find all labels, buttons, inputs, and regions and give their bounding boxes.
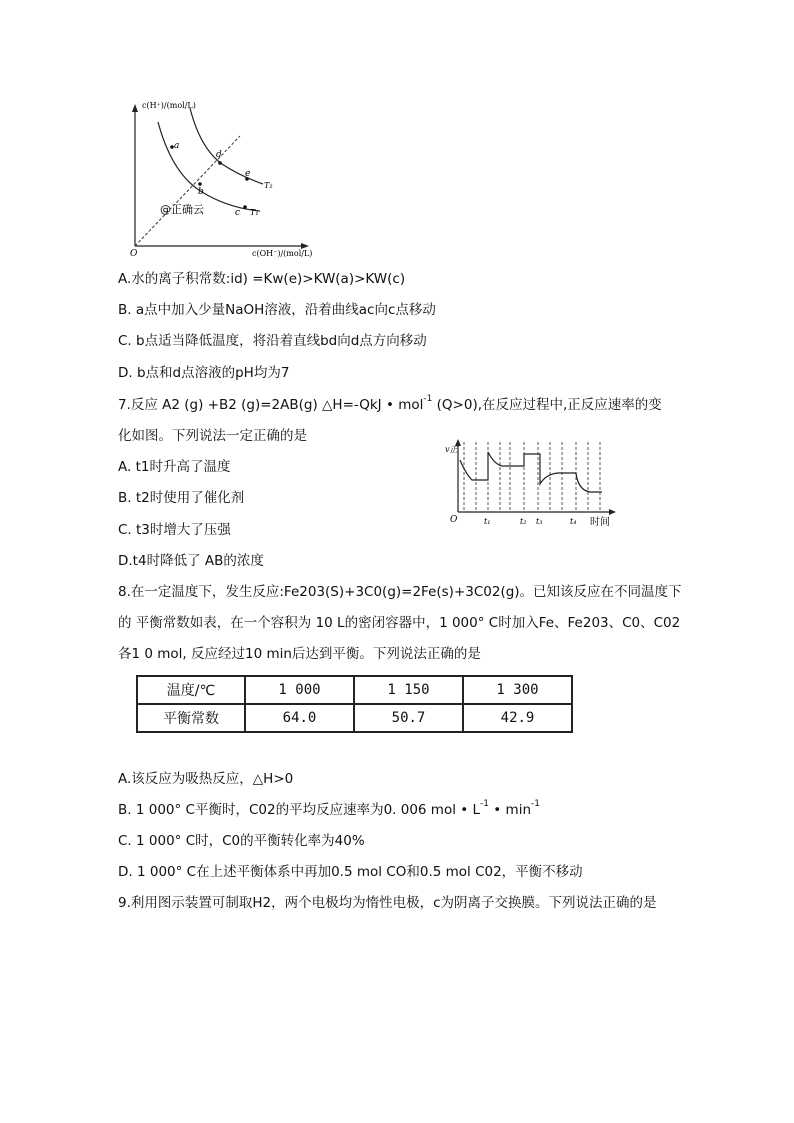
table-row [137, 704, 572, 732]
q7-stem-line-1 [118, 396, 662, 414]
q7-option-b: B. t2时使用了催化剂 [118, 490, 245, 506]
point-c [243, 205, 247, 209]
table-row [137, 676, 572, 704]
q8-option-b-sup-2: -1 [531, 799, 541, 809]
q8-option-d: D. 1 000° C在上述平衡体系中再加0.5 mol CO和0.5 mol C02，平衡不移动 [118, 864, 583, 880]
origin-label: O [450, 515, 458, 525]
point-label-e: e [245, 169, 251, 179]
q7-stem-text-b: (Q>0),在反应过程中,正反应速率的变 [432, 397, 662, 413]
q7-stem-sup: -1 [423, 394, 433, 404]
point-label-a: a [174, 141, 180, 151]
water-ion-product-figure [120, 96, 320, 261]
table-cell: 42.9 [463, 704, 572, 732]
origin-label: O [130, 249, 138, 259]
q8-stem-line-3: 各1 0 mol, 反应经过10 min后达到平衡。下列说法正确的是 [118, 646, 481, 662]
diagonal-line [135, 136, 240, 246]
q6-option-c: C. b点适当降低温度，将沿着直线bd向d点方向移动 [118, 333, 427, 349]
q6-option-d: D. b点和d点溶液的pH均为7 [118, 365, 290, 381]
point-b [198, 182, 202, 186]
tick-t3: t₃ [536, 517, 543, 526]
curve-t2 [190, 108, 263, 184]
q7-stem-line-2: 化如图。下列说法一定正确的是 [118, 428, 307, 444]
q8-option-b-sup-1: -1 [480, 799, 490, 809]
q7-stem-text-a: 7.反应 A2 (g) +B2 (g)=2AB(g) △H=-QkJ • mol [118, 397, 424, 413]
y-axis-arrow [132, 104, 138, 112]
equilibrium-constant-table [136, 675, 573, 733]
q8-option-b-text-b: • min [489, 802, 532, 818]
q7-option-d: D.t4时降低了 AB的浓度 [118, 553, 264, 569]
q8-option-b [118, 801, 540, 819]
point-d [218, 161, 222, 165]
rate-curve [460, 452, 602, 492]
watermark: @正确云 [160, 203, 204, 216]
curve-t1 [158, 122, 260, 211]
curve-label-t2: T₂ [264, 181, 273, 190]
q6-option-a: A.水的离子积常数:id) =Kw(e)>KW(a)>KW(c) [118, 271, 406, 287]
q8-option-b-text-a: B. 1 000° C平衡时，C02的平均反应速率为0. 006 mol • L [118, 802, 481, 818]
q7-option-a: A. t1时升高了温度 [118, 459, 231, 475]
point-label-c: c [235, 208, 241, 218]
table-cell: 温度/℃ [137, 676, 245, 704]
q8-option-a: A.该反应为吸热反应，△H>0 [118, 771, 294, 787]
tick-t1: t₁ [484, 517, 491, 526]
q6-option-b: B. a点中加入少量NaOH溶液，沿着曲线ac向c点移动 [118, 302, 436, 318]
q8-stem-line-2: 的 平衡常数如表，在一个容积为 10 L的密闭容器中，1 000° C时加入Fe、Fe203、C0、C02 [118, 615, 681, 631]
table-cell: 1 150 [354, 676, 463, 704]
table-cell: 平衡常数 [137, 704, 245, 732]
x-axis-label: 时间 [590, 517, 610, 528]
q8-option-c: C. 1 000° C时，C0的平衡转化率为40% [118, 833, 365, 849]
q7-option-c: C. t3时增大了压强 [118, 522, 231, 538]
y-axis-label: v正 [445, 445, 458, 454]
table-cell: 64.0 [245, 704, 354, 732]
y-axis-label: c(H⁺)/(mol/L) [142, 101, 196, 110]
point-label-d: d [216, 150, 222, 160]
tick-t2: t₂ [520, 517, 527, 526]
tick-t4: t₄ [570, 517, 577, 526]
point-label-b: b [198, 187, 204, 197]
x-axis-arrow [609, 509, 616, 515]
curve-label-t1: T₁ [250, 208, 259, 217]
table-cell: 1 300 [463, 676, 572, 704]
rate-time-figure [440, 436, 620, 530]
x-axis-label: c(OH⁻)/(mol/L) [252, 249, 313, 258]
table-cell: 50.7 [354, 704, 463, 732]
table-cell: 1 000 [245, 676, 354, 704]
q9-stem: 9.利用图示装置可制取H2，两个电极均为惰性电极，c为阴离子交换膜。下列说法正确的是 [118, 895, 657, 911]
q8-stem-line-1: 8.在一定温度下，发生反应:Fe203(S)+3C0(g)=2Fe(s)+3C02(g)。已知该反应在不同温度下 [118, 584, 682, 600]
